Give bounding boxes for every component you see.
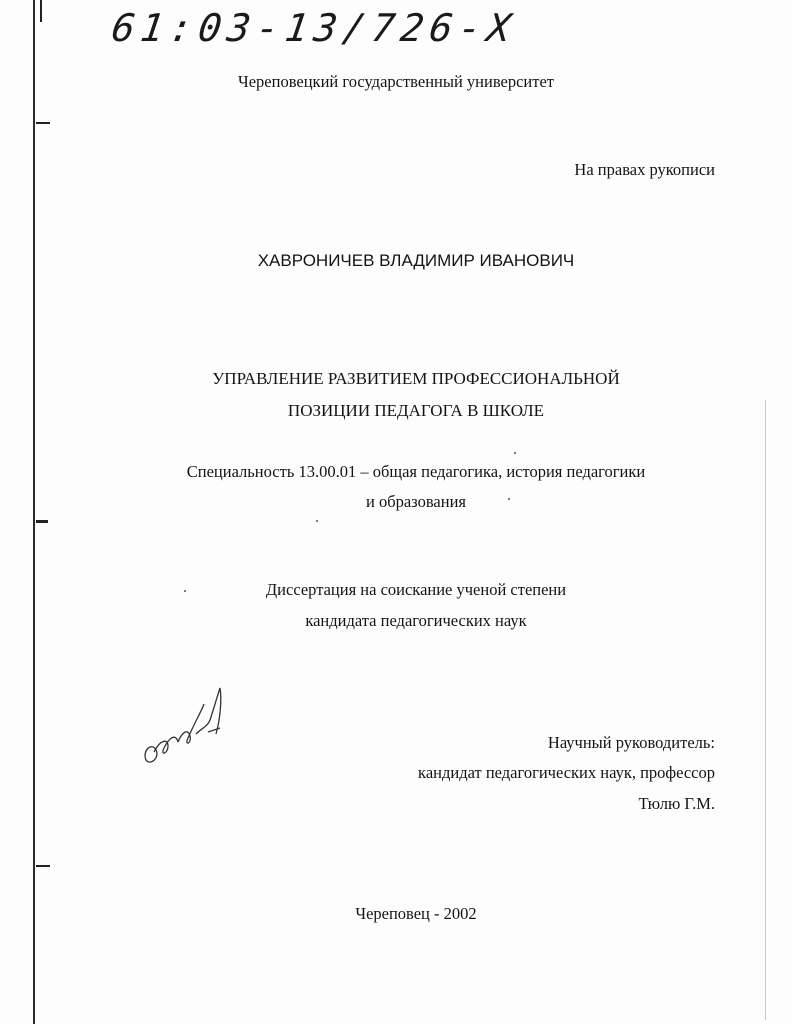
supervisor-name: Тюлю Г.М. — [638, 794, 715, 813]
supervisor-degree: кандидат педагогических наук, профессор — [418, 763, 715, 782]
specialty-line-2: и образования — [366, 492, 466, 511]
scan-edge-left — [33, 0, 35, 1024]
scan-speck — [508, 498, 510, 500]
supervisor-label: Научный руководитель: — [547, 733, 715, 752]
dissertation-line-2: кандидата педагогических наук — [305, 611, 527, 630]
archive-code-handwritten: 61:03-13/726-X — [108, 6, 520, 50]
university-name: Череповецкий государственный университет — [238, 72, 554, 91]
specialty-line-1: Специальность 13.00.01 – общая педагогика, история педагогики — [186, 462, 646, 481]
title-line-1: УПРАВЛЕНИЕ РАЗВИТИЕМ ПРОФЕССИОНАЛЬНОЙ — [212, 369, 620, 388]
scan-speck — [514, 452, 516, 454]
edge-mark-upper — [36, 520, 48, 523]
author-name: ХАВРОНИЧЕВ ВЛАДИМИР ИВАНОВИЧ — [257, 251, 575, 270]
edge-mark-lower — [36, 865, 50, 867]
signature-handwritten — [138, 680, 228, 780]
dissertation-line-1: Диссертация на соискание ученой степени — [265, 580, 567, 599]
title-line-2: ПОЗИЦИИ ПЕДАГОГА В ШКОЛЕ — [287, 401, 545, 420]
manuscript-rights: На правах рукописи — [574, 160, 715, 179]
edge-mark-top — [36, 122, 50, 124]
edge-tick-top-bar — [40, 0, 42, 22]
signature-text: Хавр — [138, 770, 164, 780]
scan-speck — [316, 520, 318, 522]
scan-speck — [184, 590, 186, 592]
city-year: Череповец - 2002 — [355, 904, 477, 923]
